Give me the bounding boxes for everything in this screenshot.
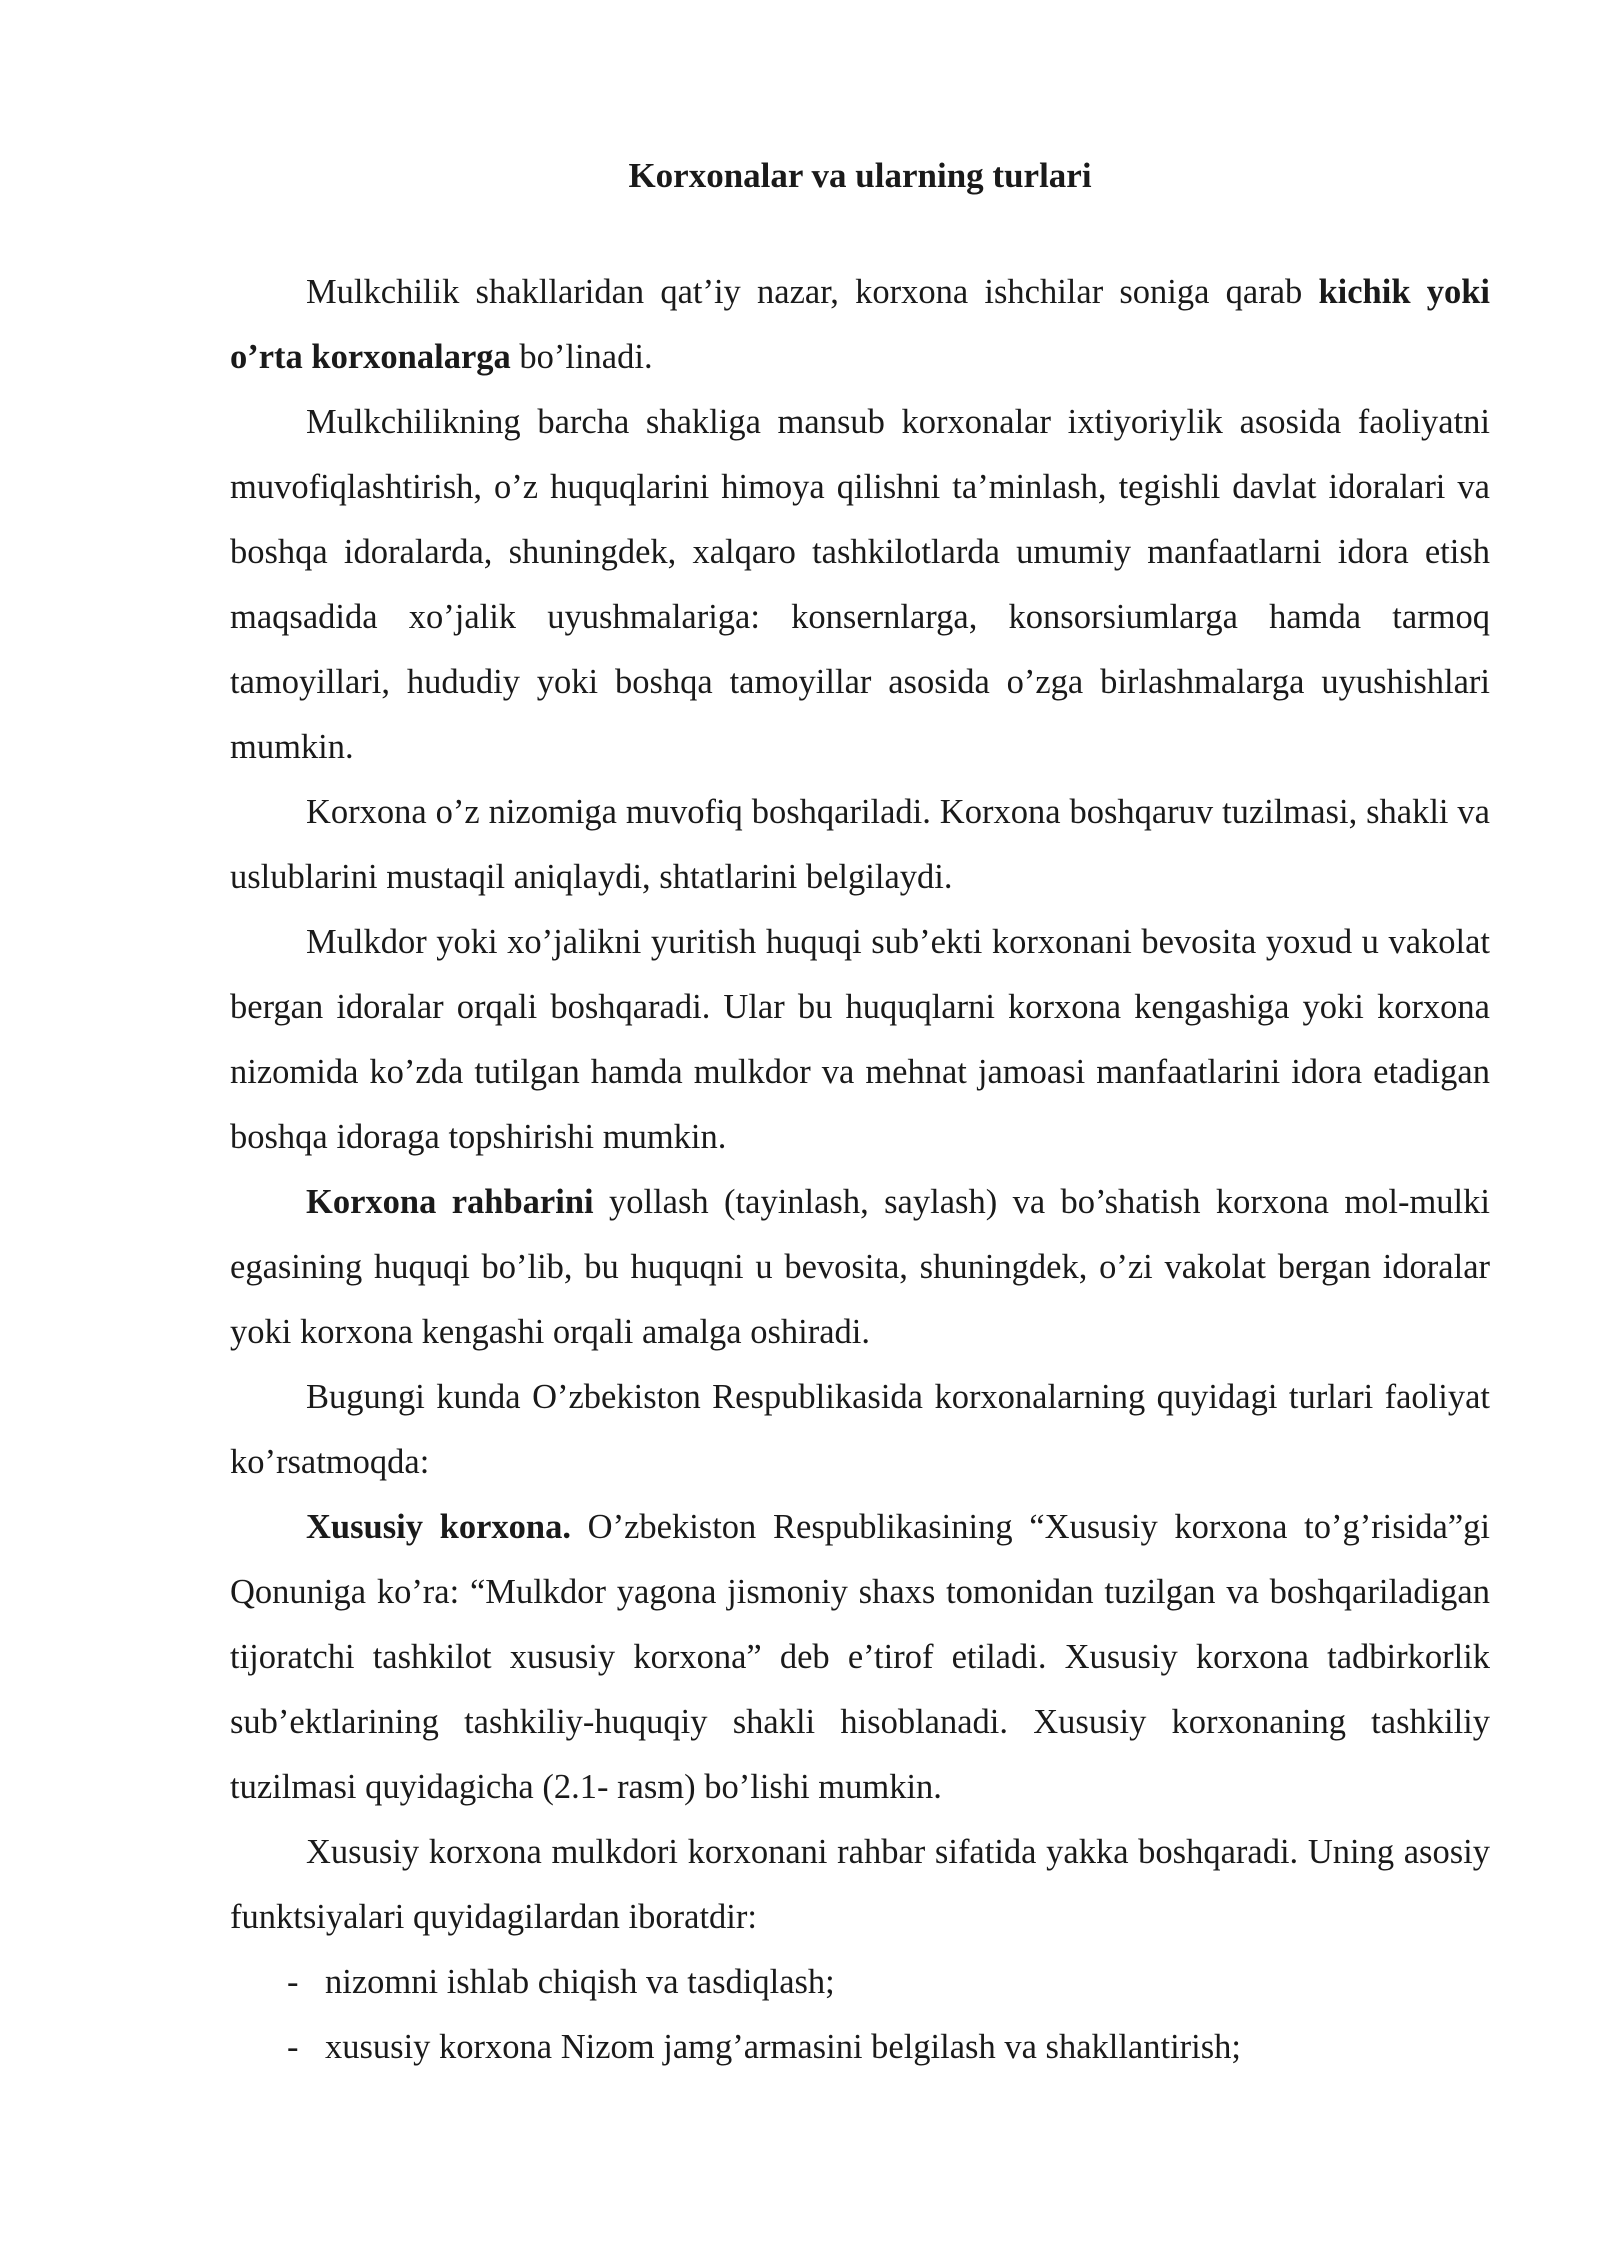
paragraph-1-tail: bo’linadi. <box>510 338 653 376</box>
paragraph-5-text: yollash (tayinlash, saylash) va bo’shatish korxona mol-mulki egasining huquqi bo’lib, bu huquqni u bevosita, shuningdek, o’zi vakolat bergan idoralar yoki korxona kengashi orqali amalga oshiradi. <box>230 1183 1490 1351</box>
paragraph-5-bold: Korxona rahbarini <box>306 1183 594 1221</box>
paragraph-4: Mulkdor yoki xo’jalikni yuritish huquqi sub’ekti korxonani bevosita yoxud u vakolat bergan idoralar orqali boshqaradi. Ular bu huquqlarni korxona kengashiga yoki korxona nizomida ko’zda tutilgan hamda mulkdor va mehnat jamoasi manfaatlarini idora etadigan boshqa idoraga topshirishi mumkin. <box>230 923 1490 1156</box>
paragraph-6: Bugungi kunda O’zbekiston Respublikasida korxonalarning quyidagi turlari faoliyat ko’rsatmoqda: <box>230 1378 1490 1481</box>
list-dash: - <box>287 2028 299 2066</box>
document-title: Korxonalar va ularning turlari <box>628 156 1092 195</box>
paragraph-1-bold: kichik yoki o’rta korxonalarga <box>230 273 1490 376</box>
list-item <box>230 1950 1490 2015</box>
list-item-text: xususiy korxona Nizom jamg’armasini belgilash va shakllantirish; <box>325 2028 1242 2066</box>
list-dash: - <box>287 1963 299 2001</box>
paragraph-3: Korxona o’z nizomiga muvofiq boshqariladi. Korxona boshqaruv tuzilmasi, shakli va uslublarini mustaqil aniqlaydi, shtatlarini belgilaydi. <box>230 793 1490 896</box>
list-item-text: nizomni ishlab chiqish va tasdiqlash; <box>325 1963 835 2001</box>
paragraph-5 <box>230 1170 1490 1365</box>
list-item <box>230 2015 1490 2080</box>
paragraph-7-bold: Xususiy korxona. <box>306 1508 571 1546</box>
paragraph-8: Xususiy korxona mulkdori korxonani rahbar sifatida yakka boshqaradi. Uning asosiy funktsiyalari quyidagilardan iboratdir: <box>230 1833 1490 1936</box>
paragraph-1 <box>230 260 1490 390</box>
paragraph-2: Mulkchilikning barcha shakliga mansub korxonalar ixtiyoriylik asosida faoliyatni muvofiqlashtirish, o’z huquqlarini himoya qilishni ta’minlash, tegishli davlat idoralari va boshqa idoralarda, shuningdek, xalqaro tashkilotlarda umumiy manfaatlarni idora etish maqsadida xo’jalik uyushmalariga: konsernlarga, konsorsiumlarga hamda tarmoq tamoyillari, hududiy yoki boshqa tamoyillar asosida o’zga birlashmalarga uyushishlari mumkin. <box>230 403 1490 766</box>
paragraph-7-text: O’zbekiston Respublikasining “Xususiy korxona to’g’risida”gi Qonuniga ko’ra: “Mulkdor yagona jismoniy shaxs tomonidan tuzilgan va boshqariladigan tijoratchi tashkilot xususiy korxona” deb e’tirof etiladi. Xususiy korxona tadbirkorlik sub’ektlarining tashkiliy-huquqiy shakli hisoblanadi. Xususiy korxonaning tashkiliy tuzilmasi quyidagicha (2.1- rasm) bo’lishi mumkin. <box>230 1508 1490 1806</box>
paragraph-7 <box>230 1495 1490 1820</box>
function-list <box>230 1950 1490 2080</box>
paragraph-1-text: Mulkchilik shakllaridan qat’iy nazar, korxona ishchilar soniga qarab <box>306 273 1319 311</box>
